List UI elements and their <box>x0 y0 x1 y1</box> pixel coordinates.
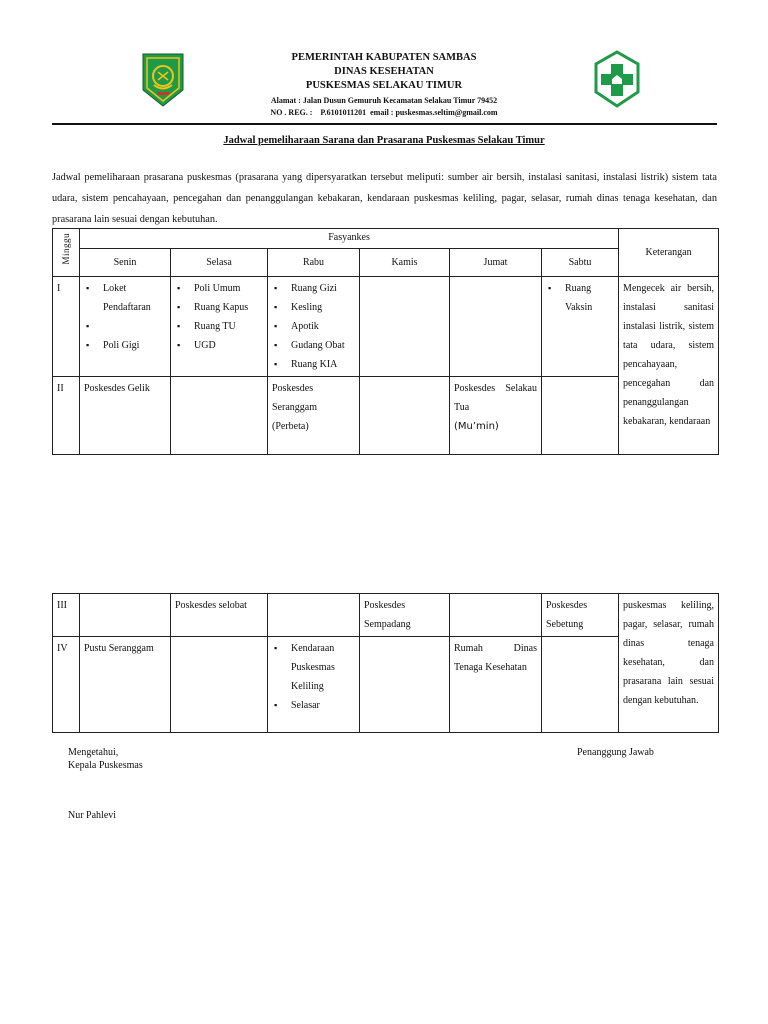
list-item: ▪ Ruang KIA <box>272 355 355 374</box>
cell-week3-sabtu: Poskesdes Sebetung <box>542 594 619 637</box>
cell-week3-selasa: Poskesdes selobat <box>171 594 268 637</box>
header-government: PEMERINTAH KABUPATEN SAMBAS <box>291 52 477 63</box>
cell-week1-jumat <box>450 277 542 377</box>
list-item: ▪ Apotik <box>272 317 355 336</box>
document-title: Jadwal pemeliharaan Sarana dan Prasarana Puskesmas Selakau Timur <box>223 135 545 146</box>
cell-week2-rabu: Poskesdes Seranggam (Perbeta) <box>268 377 360 455</box>
cell-week3-jumat <box>450 594 542 637</box>
cell-week2-kamis <box>360 377 450 455</box>
list-item: ▪ UGD <box>175 336 263 355</box>
list-item: ▪ Loket Pendaftaran <box>84 279 166 317</box>
table-row-week-1 <box>53 277 719 377</box>
week-label: IV <box>53 637 80 733</box>
schedule-table-bottom <box>52 593 719 733</box>
week-label: III <box>53 594 80 637</box>
cell-week2-selasa <box>171 377 268 455</box>
list-item: ▪ Ruang Kapus <box>175 298 263 317</box>
day-header-rabu: Rabu <box>268 249 360 277</box>
minggu-header-cell <box>53 229 80 277</box>
cell-week4-selasa <box>171 637 268 733</box>
header-puskesmas: PUSKESMAS SELAKAU TIMUR <box>305 80 463 91</box>
day-header-senin: Senin <box>80 249 171 277</box>
cell-week2-jumat-extra: (Mu’min) <box>454 421 499 432</box>
header-divider <box>52 123 717 125</box>
list-item: ▪ Selasar <box>272 696 355 715</box>
cell-week1-sabtu <box>542 277 619 377</box>
cell-week2-jumat <box>450 377 542 455</box>
header-address: Alamat : Jalan Dusun Gemuruh Kecamatan Selakau Timur 79452 <box>270 96 498 105</box>
cell-week1-senin <box>80 277 171 377</box>
keterangan-header: Keterangan <box>619 229 719 277</box>
cell-week2-sabtu <box>542 377 619 455</box>
list-item: ▪ Ruang TU <box>175 317 263 336</box>
header-registration: NO . REG. : P.6101011201 email : puskesmas.seltim@gmail.com <box>270 108 498 117</box>
list-item: ▪ Poli Gigi <box>84 336 166 355</box>
intro-paragraph: Jadwal pemeliharaan prasarana puskesmas (prasarana yang dipersyaratkan tersebut meliputi: sumber air bersih, instalasi sanitasi, instalasi listrik) sistem tata udara, sistem pencahayaan, pencegahan dan penanggulangan kebakaran, kendaraan puskesmas keliling, pagar, selasar, rumah dinas tenaga kesehatan, dan prasarana lain sesuai dengan kebutuhan. <box>52 172 717 225</box>
signature-left-label: Mengetahui, <box>68 747 119 758</box>
cell-week2-senin: Poskesdes Gelik <box>80 377 171 455</box>
cell-week1-rabu <box>268 277 360 377</box>
keterangan-cell-top: Mengecek air bersih, instalasi sanitasi instalasi listrik, sistem tata udara, sistem pencahayaan, pencegahan dan penanggulangan kebakaran, kendaraan <box>619 277 719 455</box>
list-item: ▪ Poli Umum <box>175 279 263 298</box>
cell-week1-selasa <box>171 277 268 377</box>
list-item <box>84 317 166 336</box>
cell-week4-senin: Pustu Seranggam <box>80 637 171 733</box>
cell-week1-kamis <box>360 277 450 377</box>
day-header-kamis: Kamis <box>360 249 450 277</box>
cell-week4-rabu <box>268 637 360 733</box>
week-label: II <box>53 377 80 455</box>
cell-week3-rabu <box>268 594 360 637</box>
cell-week4-kamis <box>360 637 450 733</box>
signature-left-name: Nur Pahlevi <box>68 810 117 821</box>
keterangan-cell-bottom: puskesmas keliling, pagar, selasar, rumah dinas tenaga kesehatan, dan prasarana lain sesuai dengan kebutuhan. <box>619 594 719 733</box>
cell-week2-jumat-text: Poskesdes Selakau Tua <box>454 383 537 413</box>
list-item: ▪ Gudang Obat <box>272 336 355 355</box>
signature-right-title: Penanggung Jawab <box>577 747 654 758</box>
cell-week3-kamis: Poskesdes Sempadang <box>360 594 450 637</box>
list-item: ▪ Ruang Gizi <box>272 279 355 298</box>
list-item: ▪ Ruang Vaksin <box>546 279 614 317</box>
fasyankes-header: Fasyankes <box>80 229 619 249</box>
header-department: DINAS KESEHATAN <box>334 66 434 77</box>
cell-week4-sabtu <box>542 637 619 733</box>
list-item: ▪ Kendaraan Puskesmas Keliling <box>272 639 355 696</box>
signature-left-title: Kepala Puskesmas <box>68 760 143 771</box>
day-header-jumat: Jumat <box>450 249 542 277</box>
list-item: ▪ Kesling <box>272 298 355 317</box>
minggu-header: Minggu <box>61 233 71 265</box>
schedule-table-top <box>52 228 719 455</box>
day-header-sabtu: Sabtu <box>542 249 619 277</box>
week-label: I <box>53 277 80 377</box>
cell-week4-jumat: Rumah Dinas Tenaga Kesehatan <box>450 637 542 733</box>
table-row-week-3 <box>53 594 719 637</box>
day-header-selasa: Selasa <box>171 249 268 277</box>
cell-week3-senin <box>80 594 171 637</box>
